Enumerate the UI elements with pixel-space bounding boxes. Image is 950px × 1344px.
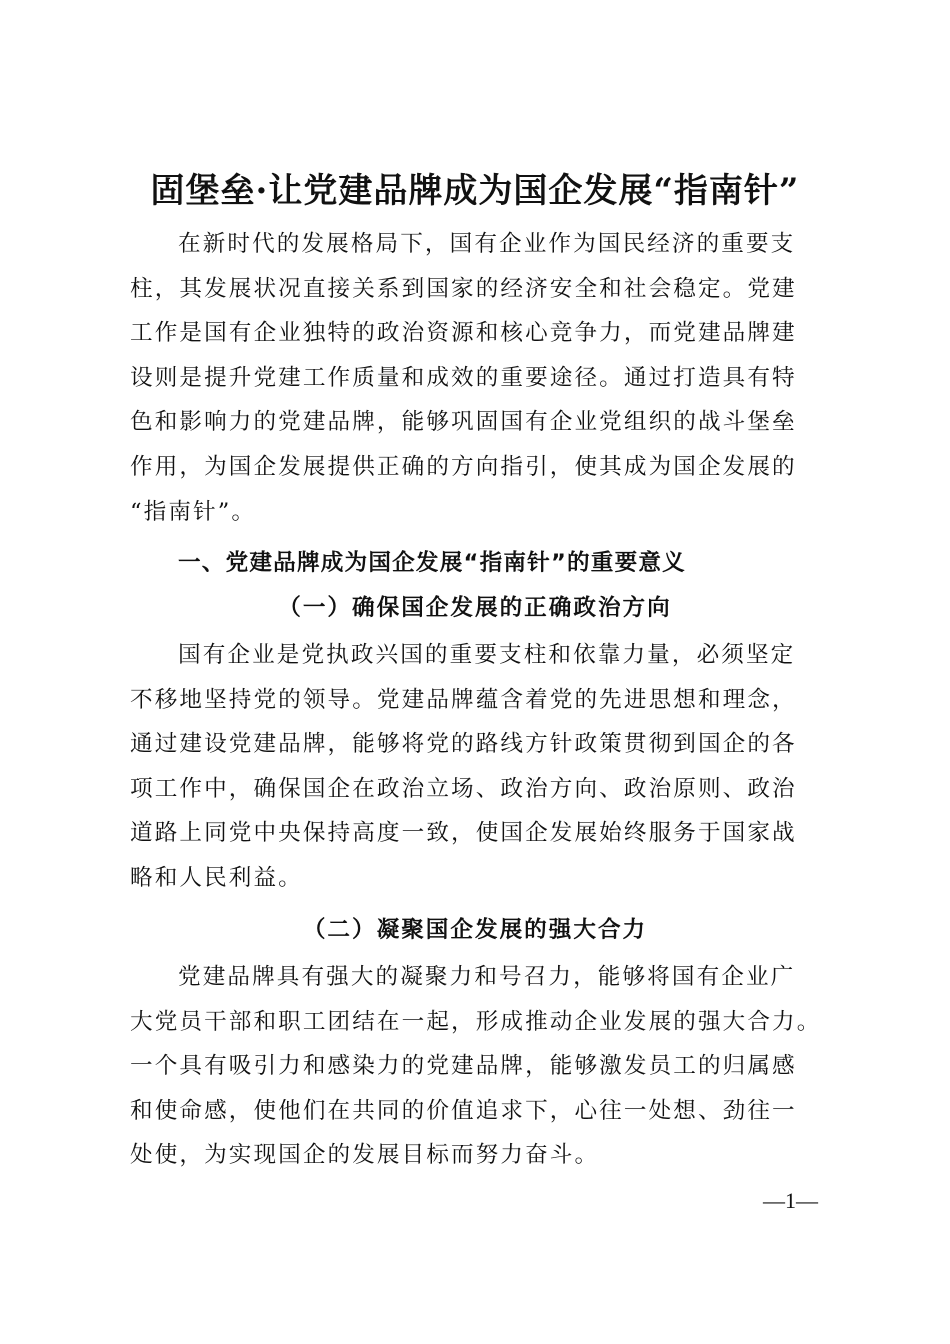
paragraph-line: 党建品牌具有强大的凝聚力和号召力，能够将国有企业广 (178, 964, 796, 990)
paragraph-line: 略和人民利益。 (130, 864, 303, 891)
paragraph-line: 柱，其发展状况直接关系到国家的经济安全和社会稳定。党建 (130, 275, 797, 302)
paragraph-line: 在新时代的发展格局下，国有企业作为国民经济的重要支 (178, 231, 796, 257)
subsection-1-paragraph (130, 633, 820, 901)
paragraph-line: 大党员干部和职工团结在一起，形成推动企业发展的强大合力。 (130, 1008, 822, 1035)
intro-paragraph (130, 222, 820, 534)
paragraph-line: 项工作中，确保国企在政治立场、政治方向、政治原则、政治 (130, 775, 797, 802)
paragraph-line: 不移地坚持党的领导。党建品牌蕴含着党的先进思想和理念， (130, 686, 797, 713)
subsection-2-paragraph (130, 955, 820, 1178)
paragraph-line: 和使命感，使他们在共同的价值追求下，心往一处想、劲往一 (130, 1097, 797, 1124)
section-heading-1-text: 一、党建品牌成为国企发展“指南针”的重要意义 (178, 550, 686, 576)
paragraph-line: 道路上同党中央保持高度一致，使国企发展始终服务于国家战 (130, 820, 797, 847)
document-title: 固堡垒·让党建品牌成为国企发展“指南针” (150, 171, 800, 211)
paragraph-line: “指南针”。 (130, 498, 257, 525)
paragraph-line: 设则是提升党建工作质量和成效的重要途径。通过打造具有特 (130, 364, 797, 391)
paragraph-line: 工作是国有企业独特的政治资源和核心竞争力，而党建品牌建 (130, 320, 797, 347)
paragraph-line: 色和影响力的党建品牌，能够巩固国有企业党组织的战斗堡垒 (130, 409, 797, 436)
subsection-heading-1: （一）确保国企发展的正确政治方向 (278, 595, 672, 621)
section-heading-1 (130, 541, 820, 586)
subsection-heading-2: （二）凝聚国企发展的强大合力 (302, 917, 648, 943)
paragraph-line: 通过建设党建品牌，能够将党的路线方针政策贯彻到国企的各 (130, 731, 797, 758)
page-number: —1— (763, 1188, 818, 1213)
paragraph-line: 一个具有吸引力和感染力的党建品牌，能够激发员工的归属感 (130, 1053, 797, 1080)
paragraph-line: 国有企业是党执政兴国的重要支柱和依靠力量，必须坚定 (178, 642, 796, 668)
paragraph-line: 作用，为国企发展提供正确的方向指引，使其成为国企发展的 (130, 453, 797, 480)
paragraph-line: 处使，为实现国企的发展目标而努力奋斗。 (130, 1142, 600, 1169)
